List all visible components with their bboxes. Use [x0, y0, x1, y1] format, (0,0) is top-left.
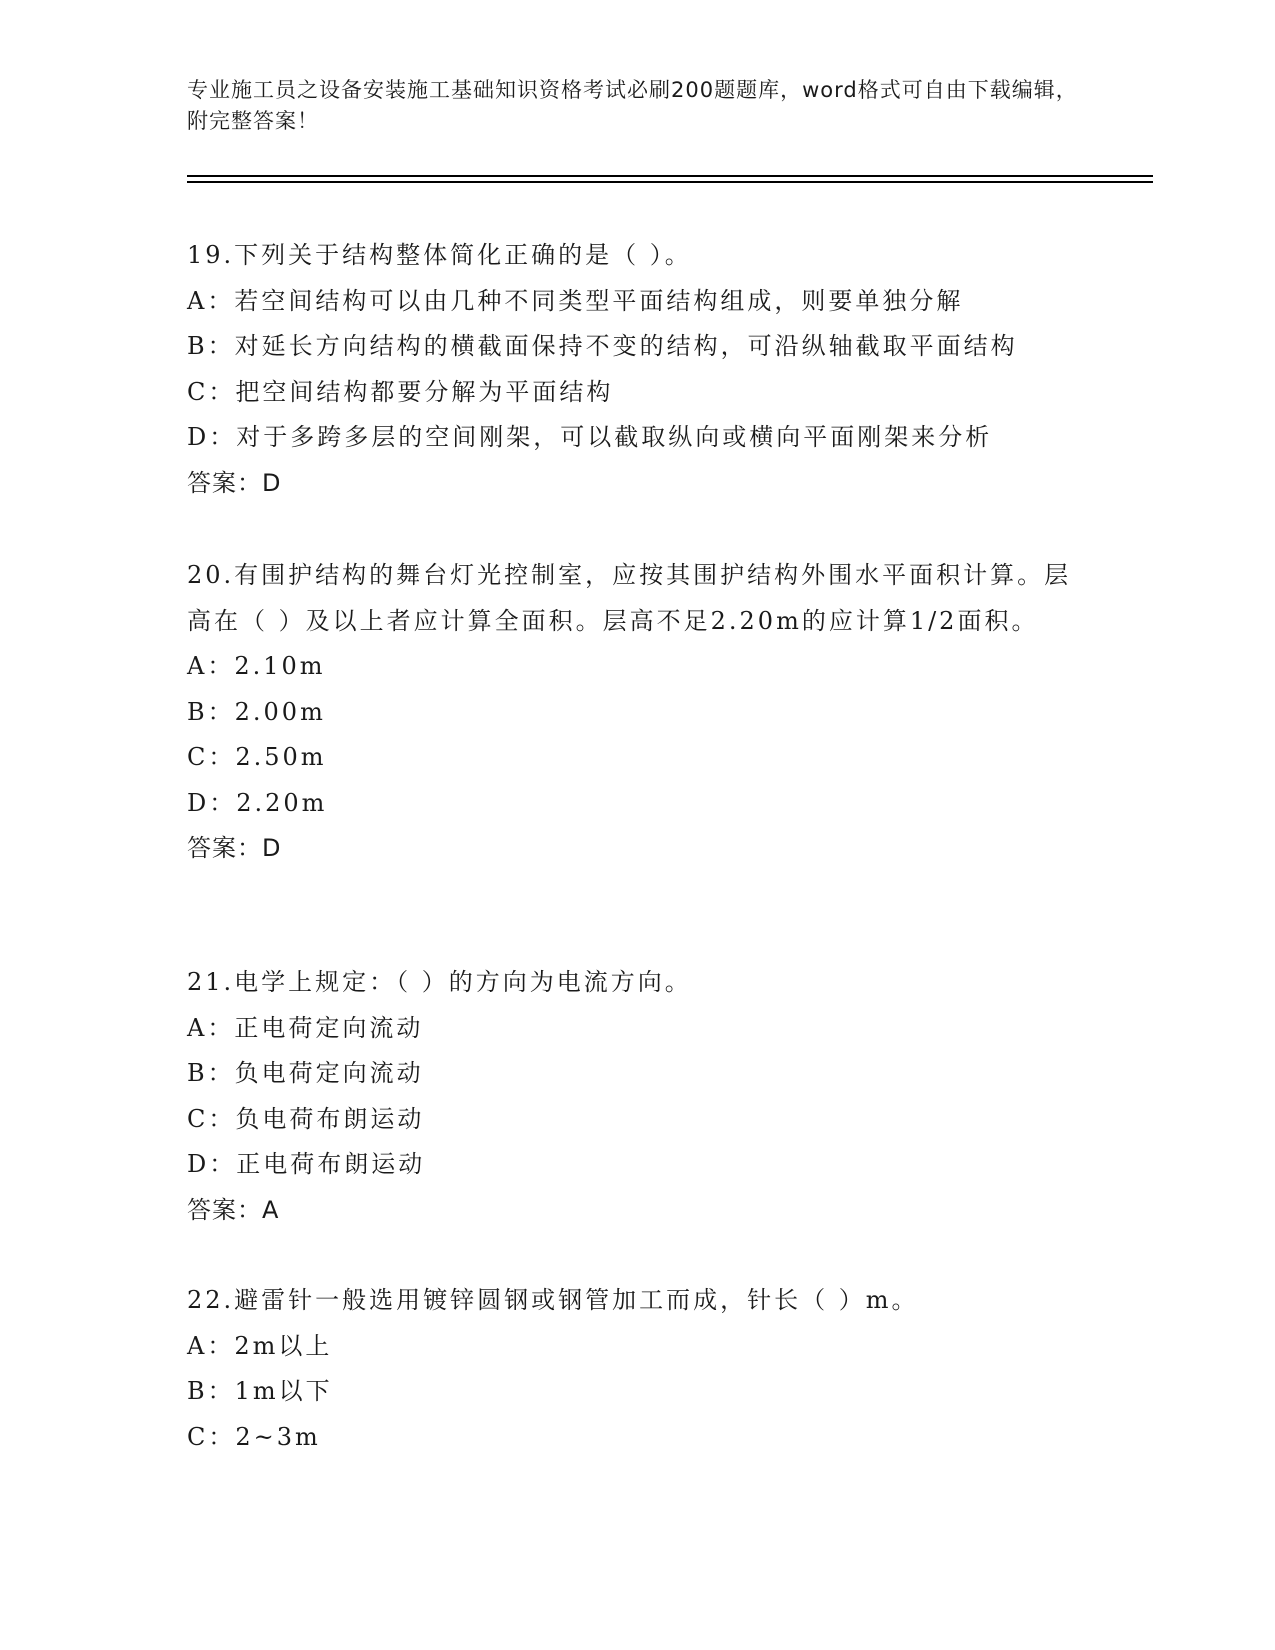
option-c: C：负电荷布朗运动 — [187, 1104, 425, 1133]
answer-line: 答案：A — [187, 1195, 280, 1224]
answer-line: 答案：D — [187, 468, 282, 497]
answer-line: 答案：D — [187, 834, 282, 862]
option-c: C：2.50m — [187, 743, 327, 771]
question-stem: 22.避雷针一般选用镀锌圆钢或钢管加工而成，针长（ ）m。 — [187, 1286, 919, 1314]
header-divider-top — [187, 175, 1153, 177]
option-b: B：负电荷定向流动 — [187, 1059, 424, 1087]
option-d: D：对于多跨多层的空间刚架，可以截取纵向或横向平面刚架来分析 — [187, 423, 993, 451]
question-stem: 21.电学上规定：（ ）的方向为电流方向。 — [187, 968, 692, 996]
header-divider-bottom — [187, 181, 1153, 183]
question-20 — [187, 553, 1077, 872]
option-d: D：2.20m — [187, 788, 328, 817]
option-a: A：正电荷定向流动 — [187, 1013, 424, 1042]
option-a: A：2.10m — [187, 652, 326, 680]
option-c: C：把空间结构都要分解为平面结构 — [187, 377, 614, 406]
option-a: A：2m以上 — [187, 1331, 333, 1360]
option-b: B：对延长方向结构的横截面保持不变的结构，可沿纵轴截取平面结构 — [187, 332, 1018, 360]
option-b: B：2.00m — [187, 697, 326, 726]
option-a: A：若空间结构可以由几种不同类型平面结构组成，则要单独分解 — [187, 286, 964, 315]
question-19 — [187, 233, 1077, 506]
question-21 — [187, 960, 1077, 1233]
option-b: B：1m以下 — [187, 1377, 333, 1405]
question-stem: 19.下列关于结构整体简化正确的是（ ）。 — [187, 241, 692, 269]
document-header: 专业施工员之设备安装施工基础知识资格考试必刷200题题库，word格式可自由下载编辑，附完整答案！ — [187, 78, 1078, 133]
question-22 — [187, 1278, 1077, 1460]
question-stem: 20.有围护结构的舞台灯光控制室，应按其围护结构外围水平面积计算。层高在（ ）及以上者应计算全面积。层高不足2.20m的应计算1/2面积。 — [187, 561, 1072, 635]
option-c: C：2~3m — [187, 1422, 321, 1451]
option-d: D：正电荷布朗运动 — [187, 1150, 426, 1178]
